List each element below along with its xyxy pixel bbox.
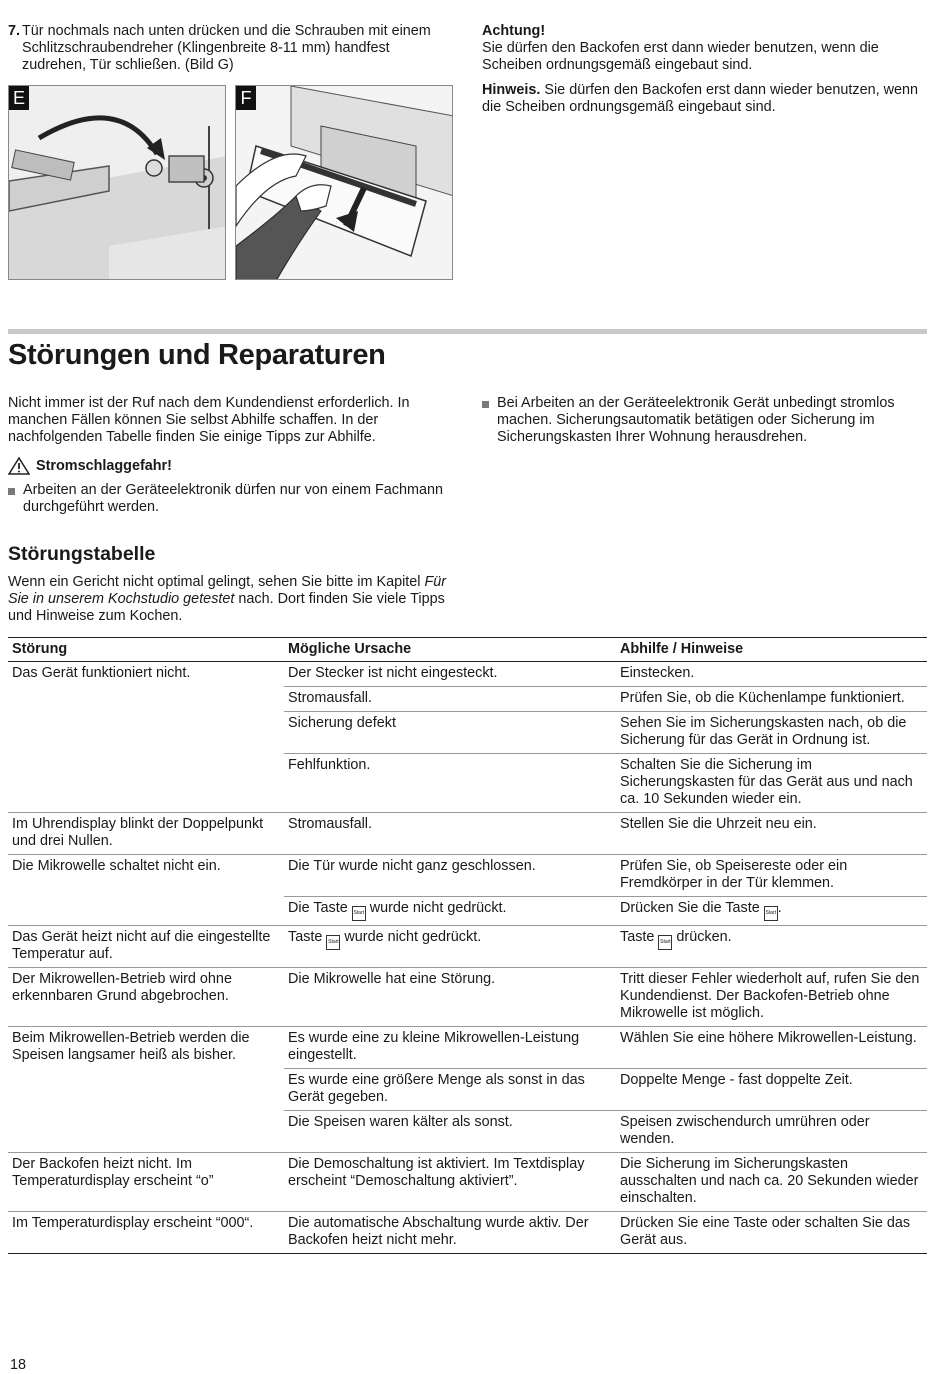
page-number: 18	[10, 1357, 27, 1373]
table-row	[8, 687, 927, 712]
start-key-icon: Start	[352, 906, 366, 921]
table-row	[8, 662, 927, 687]
cell-stoerung	[8, 1111, 284, 1153]
figure-f	[235, 85, 453, 280]
bullet-text: Bei Arbeiten an der Geräteelektronik Gerät unbedingt stromlos machen. Sicherungsautomatik betätigen oder Sicherung im Sicherungskasten Ihrer Wohnung herausdrehen.	[497, 395, 895, 445]
cell-stoerung	[8, 712, 284, 754]
table-row	[8, 897, 927, 926]
start-key-icon: Start	[764, 906, 778, 921]
cell-ursache-text: Taste	[288, 929, 327, 945]
cell-stoerung: Im Uhrendisplay blinkt der Doppelpunkt und drei Nullen.	[8, 813, 284, 855]
cell-abhilfe: Stellen Sie die Uhrzeit neu ein.	[616, 813, 927, 855]
cell-abhilfe-text: .	[777, 900, 782, 916]
table-row	[8, 712, 927, 754]
cell-abhilfe	[616, 926, 927, 968]
section-divider	[8, 329, 927, 334]
cell-stoerung: Beim Mikrowellen-Betrieb werden die Speisen langsamer heiß als bisher.	[8, 1027, 284, 1069]
header-ursache: Mögliche Ursache	[284, 638, 616, 662]
section-title: Störungen und Reparaturen	[8, 339, 386, 371]
bullet-square-icon	[8, 488, 15, 495]
bullet-square-icon	[482, 401, 489, 408]
bullet-left	[8, 482, 448, 516]
start-key-icon: Start	[326, 935, 340, 950]
cell-abhilfe: Speisen zwischendurch umrühren oder wenden.	[616, 1111, 927, 1153]
header-abhilfe: Abhilfe / Hinweise	[616, 638, 927, 662]
cell-abhilfe: Einstecken.	[616, 662, 927, 687]
cell-abhilfe: Prüfen Sie, ob Speisereste oder ein Fremdkörper in der Tür klemmen.	[616, 855, 927, 897]
bullet-text: Arbeiten an der Geräteelektronik dürfen nur von einem Fachmann durchgeführt werden.	[23, 482, 443, 515]
cell-ursache	[284, 926, 616, 968]
cell-abhilfe: Prüfen Sie, ob die Küchenlampe funktioniert.	[616, 687, 927, 712]
cell-stoerung: Der Mikrowellen-Betrieb wird ohne erkennbaren Grund abgebrochen.	[8, 968, 284, 1027]
table-row	[8, 1212, 927, 1254]
table-row	[8, 855, 927, 897]
cell-abhilfe-text: Taste	[620, 929, 659, 945]
warning-title: Stromschlaggefahr!	[36, 457, 172, 474]
cell-stoerung	[8, 897, 284, 926]
cell-abhilfe: Tritt dieser Fehler wiederholt auf, rufen Sie den Kundendienst. Der Backofen-Betrieb ohne Mikrowelle ist möglich.	[616, 968, 927, 1027]
start-key-icon: Start	[658, 935, 672, 950]
hinge-screw-illustration	[9, 86, 226, 280]
troubleshooting-table	[8, 637, 927, 1254]
step-number: 7.	[8, 23, 21, 39]
cell-ursache: Stromausfall.	[284, 687, 616, 712]
header-stoerung: Störung	[8, 638, 284, 662]
cell-ursache: Sicherung defekt	[284, 712, 616, 754]
hint-text: Sie dürfen den Backofen erst dann wieder benutzen, wenn die Scheiben ordnungsgemäß eingebaut sind.	[482, 82, 918, 115]
table-row	[8, 754, 927, 813]
bullet-right	[482, 395, 912, 446]
step-text: Tür nochmals nach unten drücken und die Schrauben mit einem Schlitzschraubendreher (Klingenbreite 8-11 mm) handfest zudrehen, Tür schließen. (Bild G)	[22, 23, 431, 73]
cell-abhilfe-text: Drücken Sie die Taste	[620, 900, 764, 916]
warning-heading	[8, 457, 458, 475]
cell-ursache: Es wurde eine zu kleine Mikrowellen-Leistung eingestellt.	[284, 1027, 616, 1069]
table-row	[8, 1069, 927, 1111]
figure-label: F	[236, 86, 256, 110]
cell-ursache: Fehlfunktion.	[284, 754, 616, 813]
cell-stoerung: Das Gerät heizt nicht auf die eingestellte Temperatur auf.	[8, 926, 284, 968]
figure-label: E	[9, 86, 29, 110]
cell-ursache: Die Mikrowelle hat eine Störung.	[284, 968, 616, 1027]
cell-ursache: Die Speisen waren kälter als sonst.	[284, 1111, 616, 1153]
cell-abhilfe: Schalten Sie die Sicherung im Sicherungskasten für das Gerät aus und nach ca. 10 Sekunden wieder ein.	[616, 754, 927, 813]
cell-abhilfe: Doppelte Menge - fast doppelte Zeit.	[616, 1069, 927, 1111]
hint-label: Hinweis.	[482, 82, 541, 98]
table-row	[8, 1153, 927, 1212]
cell-ursache: Die Tür wurde nicht ganz geschlossen.	[284, 855, 616, 897]
cell-stoerung: Das Gerät funktioniert nicht.	[12, 665, 191, 681]
cell-abhilfe: Wählen Sie eine höhere Mikrowellen-Leistung.	[616, 1027, 927, 1069]
cell-abhilfe: Drücken Sie eine Taste oder schalten Sie das Gerät aus.	[616, 1212, 927, 1254]
cell-ursache: Es wurde eine größere Menge als sonst in das Gerät gegeben.	[284, 1069, 616, 1111]
table-row	[8, 1027, 927, 1069]
table-section-intro	[8, 574, 458, 625]
cell-stoerung: Im Temperaturdisplay erscheint “000“.	[8, 1212, 284, 1254]
cell-ursache: Die automatische Abschaltung wurde aktiv. Der Backofen heizt nicht mehr.	[284, 1212, 616, 1254]
cell-ursache: Die Demoschaltung ist aktiviert. Im Textdisplay erscheint “Demoschaltung aktiviert”.	[284, 1153, 616, 1212]
cell-ursache-text: wurde nicht gedrückt.	[365, 900, 507, 916]
figure-e	[8, 85, 226, 280]
step-7	[8, 23, 448, 74]
cell-stoerung	[8, 754, 284, 813]
cell-ursache: Der Stecker ist nicht eingesteckt.	[284, 662, 616, 687]
cell-ursache	[284, 897, 616, 926]
table-row	[8, 968, 927, 1027]
table-row	[8, 1111, 927, 1153]
cell-stoerung: Der Backofen heizt nicht. Im Temperaturdisplay erscheint “o”	[8, 1153, 284, 1212]
cell-stoerung: Die Mikrowelle schaltet nicht ein.	[8, 855, 284, 897]
intro-text: Wenn ein Gericht nicht optimal gelingt, sehen Sie bitte im Kapitel	[8, 574, 425, 590]
table-row	[8, 813, 927, 855]
cell-ursache: Stromausfall.	[284, 813, 616, 855]
chapter-reference: Für Sie in unserem Kochstudio getestet	[8, 574, 447, 607]
cell-stoerung	[8, 1069, 284, 1111]
cell-abhilfe	[616, 897, 927, 926]
caution-title: Achtung!	[482, 23, 546, 39]
notes-block	[482, 23, 927, 124]
intro-text: nach. Dort finden Sie viele Tipps und Hinweise zum Kochen.	[8, 591, 445, 624]
cell-abhilfe: Sehen Sie im Sicherungskasten nach, ob die Sicherung für das Gerät in Ordnung ist.	[616, 712, 927, 754]
cell-abhilfe: Die Sicherung im Sicherungskasten ausschalten und nach ca. 20 Sekunden wieder einschalten.	[616, 1153, 927, 1212]
section-intro: Nicht immer ist der Ruf nach dem Kundendienst erforderlich. In manchen Fällen können Sie selbst Abhilfe schaffen. In der nachfolgenden Tabelle finden Sie einige Tipps zur Abhilfe.	[8, 395, 410, 445]
cell-abhilfe-text: drücken.	[672, 929, 732, 945]
cell-stoerung	[8, 687, 284, 712]
warning-triangle-icon	[8, 457, 30, 475]
cell-ursache-text: wurde nicht gedrückt.	[340, 929, 482, 945]
hand-pulling-door-illustration	[236, 86, 453, 280]
table-header-row	[8, 638, 927, 662]
cell-ursache-text: Die Taste	[288, 900, 352, 916]
table-row	[8, 926, 927, 968]
table-section-title: Störungstabelle	[8, 543, 156, 565]
caution-text: Sie dürfen den Backofen erst dann wieder benutzen, wenn die Scheiben ordnungsgemäß eingebaut sind.	[482, 40, 879, 73]
